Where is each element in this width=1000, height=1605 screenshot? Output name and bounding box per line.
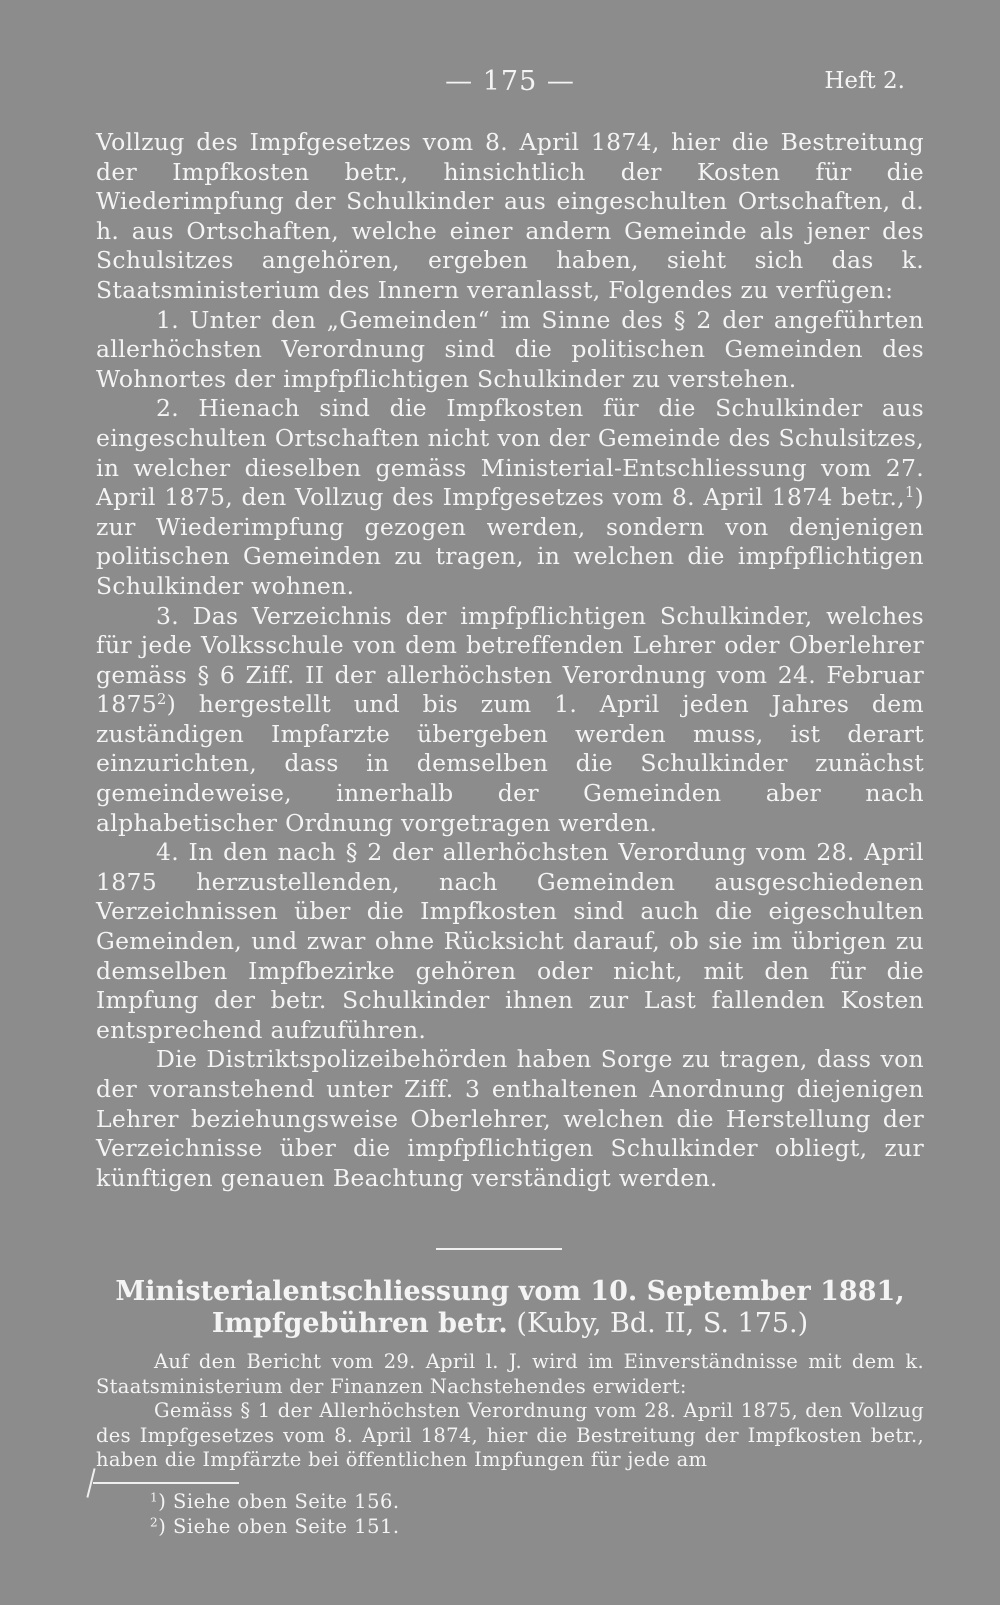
item-2-text: 2. Hienach sind die Impfkosten für die Schulkinder aus eingeschulten Ortschaften nicht von der Gemeinde des Schulsitzes, in welcher dieselben gemäss Ministerial-Entschliessung vom 27. April 1875, den Vollzug des Impfgesetzes vom 8. April 1874 betr., <box>96 394 924 512</box>
footnotes <box>150 1490 750 1539</box>
section-divider <box>436 1248 562 1250</box>
item-2-paragraph <box>96 394 924 601</box>
footnote-1-mark: 1 <box>150 1490 159 1505</box>
section-title-reference: (Kuby, Bd. II, S. 175.) <box>507 1308 809 1339</box>
item-3-text: 3. Das Verzeichnis der impfpflichtigen Schulkinder, welches für jede Volksschule von dem betreffenden Lehrer oder Oberlehrer gemäss § 6 Ziff. II der allerhöchsten Verordnung vom 24. Februar 1875 <box>96 601 924 719</box>
item-2-text-cont: ) zur Wiederimpfung gezogen werden, sondern von denjenigen politischen Gemeinden zu tragen, in welchen die impfpflichtigen Schulkinder wohnen. <box>96 483 924 600</box>
section-text <box>96 1350 924 1473</box>
footnote-2 <box>150 1515 750 1540</box>
section-title-line-2 <box>96 1308 924 1340</box>
main-text <box>96 128 924 1193</box>
section-title-line-1: Ministerialentschliessung vom 10. September 1881, <box>115 1276 905 1307</box>
section-title-subject: Impfgebühren betr. <box>211 1308 508 1339</box>
item-3-text-cont: ) hergestellt und bis zum 1. April jeden Jahres dem zuständigen Impfarzte übergeben werden muss, ist derart einzurichten, dass in demselben die Schulkinder zunächst gemeindeweise, innerhalb der Gemeinden aber nach alphabetischer Ordnung vorgetragen werden. <box>96 690 924 837</box>
page-header <box>0 66 1000 106</box>
item-1-paragraph: 1. Unter den „Gemeinden“ im Sinne des § 2 der angeführten allerhöchsten Verordnung sind die politischen Gemeinden des Wohnortes der impfpflichtigen Schulkinder zu verstehen. <box>96 305 924 393</box>
item-3-paragraph <box>96 602 924 839</box>
footnote-1 <box>150 1490 750 1515</box>
page-number: — 175 — <box>445 66 575 97</box>
section-title <box>96 1276 924 1340</box>
footnote-ref-2: 2 <box>157 691 167 709</box>
footnote-ref-1: 1 <box>904 484 915 502</box>
section-paragraph-2: Gemäss § 1 der Allerhöchsten Verordnung vom 28. April 1875, den Vollzug des Impfgesetzes vom 8. April 1874, hier die Bestreitung der Impfkosten betr., haben die Impfärzte bei öffentlichen Impfungen für jede am <box>96 1399 924 1472</box>
footnote-rule <box>93 1482 239 1484</box>
footnote-1-text: ) Siehe oben Seite 156. <box>158 1490 400 1513</box>
footnote-2-text: ) Siehe oben Seite 151. <box>158 1514 400 1538</box>
closing-paragraph: Die Distriktspolizeibehörden haben Sorge zu tragen, dass von der voranstehend unter Ziff. 3 enthaltenen Anordnung diejenigen Lehrer beziehungsweise Oberlehrer, welchen die Herstellung der Verzeichnisse über die impfpflichtigen Schulkinder obliegt, zur künftigen genauen Beachtung verständigt werden. <box>96 1045 924 1192</box>
footnote-2-mark: 2 <box>150 1514 159 1529</box>
section-paragraph-1: Auf den Bericht vom 29. April l. J. wird im Einverständnisse mit dem k. Staatsministerium der Finanzen Nachstehendes erwidert: <box>96 1350 924 1398</box>
item-4-paragraph: 4. In den nach § 2 der allerhöchsten Verordung vom 28. April 1875 herzustellenden, nach Gemeinden ausgeschiedenen Verzeichnissen über die Impfkosten sind auch die eigeschulten Gemeinden, und zwar ohne Rücksicht darauf, ob sie im übrigen zu demselben Impfbezirke gehören oder nicht, mit den für die Impfung der betr. Schulkinder ihnen zur Last fallenden Kosten entsprechend aufzuführen. <box>96 838 924 1044</box>
issue-label: Heft 2. <box>824 68 905 94</box>
intro-paragraph: Vollzug des Impfgesetzes vom 8. April 1874, hier die Bestreitung der Impfkosten betr., hinsichtlich der Kosten für die Wiederimpfung der Schulkinder aus eingeschulten Ortschaften, d. h. aus Ortschaften, welche einer andern Gemeinde als jener des Schulsitzes angehören, ergeben haben, sieht sich das k. Staatsministerium des Innern veranlasst, Folgendes zu verfügen: <box>96 128 924 304</box>
